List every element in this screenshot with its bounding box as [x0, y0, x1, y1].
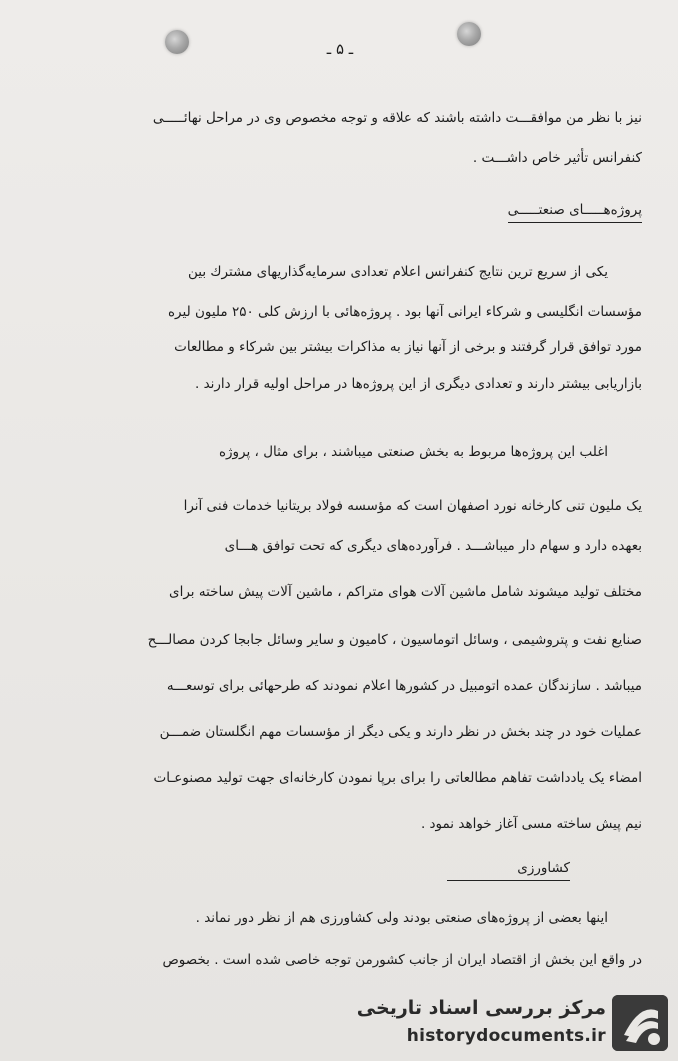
- text-line: یکی از سریع ترین نتایج کنفرانس اعلام تعدادی سرمایه‌گذاریهای مشترك بین: [188, 264, 608, 280]
- text-line: بعهده دارد و سهام دار میباشـــد . فرآورده‌های دیگری که تحت توافق هـــای: [224, 538, 642, 554]
- watermark-logo: [356, 993, 670, 1055]
- text-line: بازاریابی بیشتر دارند و تعدادی دیگری از این پروژه‌ها در مراحل اولیه قرار دارند .: [194, 376, 642, 392]
- text-line: صنایع نفت و پتروشیمی ، وسائل اتوماسیون ، کامیون و سایر وسائل جابجا کردن مصالـــح: [147, 632, 642, 648]
- text-line: نیم پیش ساخته مسی آغاز خواهد نمود .: [420, 816, 642, 832]
- text-line: مؤسسات انگلیسی و شرکاء ایرانی آنها بود . پروژه‌هائی با ارزش کلی ۲۵۰ ملیون لیره: [167, 304, 642, 320]
- section-heading-industrial: پروژه‌هـــــای صنعتـــــی: [508, 200, 642, 223]
- watermark-url: historydocuments.ir: [406, 1026, 606, 1046]
- page-number: ـ ۵ ـ: [326, 40, 354, 58]
- text-line: عملیات خود در چند بخش در نظر دارند و یکی دیگر از مؤسسات مهم انگلستان ضمـــن: [159, 724, 642, 740]
- text-line: اغلب این پروژه‌ها مربوط به بخش صنعتی میباشند ، برای مثال ، پروژه: [218, 444, 608, 460]
- text-line: کنفرانس تأثیر خاص داشـــت .: [472, 150, 642, 166]
- text-line: میباشد . سازندگان عمده اتومبیل در کشورها اعلام نمودند که طرحهائی برای توسعـــه: [166, 678, 642, 694]
- text-line: مورد توافق قرار گرفتند و برخی از آنها نیاز به مذاکرات بیشتر بین شرکاء و مطالعات: [174, 339, 642, 355]
- punch-hole-left: [165, 30, 189, 54]
- punch-hole-right: [457, 22, 481, 46]
- text-line: اینها بعضی از پروژه‌های صنعتی بودند ولی کشاورزی هم از نظر دور نماند .: [195, 910, 608, 926]
- archive-logo-icon: [612, 995, 668, 1051]
- text-line: نیز با نظر من موافقـــت داشته باشند که علاقه و توجه مخصوص وی در مراحل نهائـــــی: [152, 110, 642, 126]
- text-line: امضاء یک یادداشت تفاهم مطالعاتی را برای برپا نمودن کارخانه‌ای جهت تولید مصنوعـات: [153, 770, 642, 786]
- watermark-title: مرکز بررسی اسناد تاریخی: [356, 997, 606, 1019]
- section-heading-agriculture: کشاورزی: [447, 858, 570, 881]
- text-line: مختلف تولید میشوند شامل ماشین آلات هوای متراکم ، ماشین آلات پیش ساخته برای: [169, 584, 642, 600]
- text-line: در واقع این بخش از اقتصاد ایران از جانب کشورمن توجه خاصی شده است . بخصوص: [162, 952, 642, 968]
- text-line: یک ملیون تنی کارخانه نورد اصفهان است که مؤسسه فولاد بریتانیا خدمات فنی آنرا: [183, 498, 642, 514]
